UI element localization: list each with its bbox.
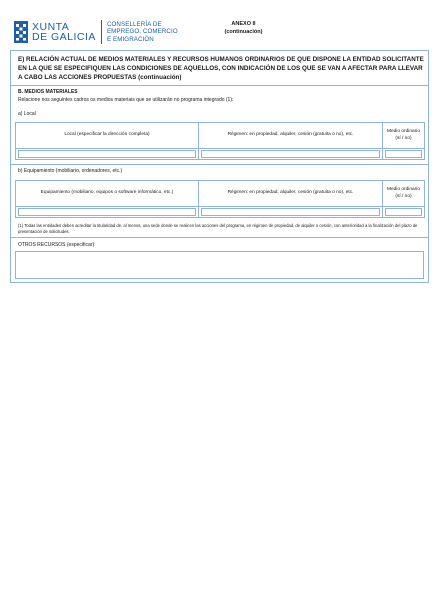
equipment-ordinary-input[interactable]: [385, 208, 422, 216]
section-divider: [11, 85, 428, 86]
local-col-address: Local (especificar la dirección completa): [16, 123, 199, 149]
form-section-frame: [10, 50, 429, 283]
dept-line3: E EMIGRACIÓN: [106, 35, 154, 43]
equipment-label: b) Equipamiento (mobiliario, ordenadores, etc.): [18, 168, 123, 174]
otros-label: OTROS RECURSOS (especificar):: [18, 242, 96, 248]
equipment-col-ordinary: Medio ordinario (sí / no): [383, 181, 425, 207]
footnote: (1) Todas las entidades deben acreditar la titularidad de, al menos, una sede donde se realicen las acciones del programa, en régimen de propiedad, de alquiler o cesión, con anterioridad a la finalización del plazo de presentación de solicitudes.: [18, 223, 418, 235]
dept-line2: EMPREGO, COMERCIO: [106, 28, 178, 36]
local-col-ordinary: Medio ordinario (sí / no): [383, 123, 425, 149]
equipment-col-item: Equipamiento (mobiliario, equipos o software informático, etc.): [16, 181, 199, 207]
local-address-input[interactable]: [18, 150, 196, 158]
equipment-col-regime: Régimen: en propiedad, alquiler, cesión (gratuita o no), etc.: [199, 181, 383, 207]
logo-name-line2: DE GALICIA: [32, 31, 96, 43]
local-label: a) Local: [18, 111, 36, 117]
local-col-regime: Régimen: en propiedad, alquiler, cesión (gratuita o no), etc.: [199, 123, 383, 149]
equipment-regime-input[interactable]: [201, 208, 380, 216]
annex-heading: [0, 21, 439, 36]
logo-name-line1: XUNTA: [32, 20, 70, 33]
intro-text: Relacione nos seguintes cadros os medios materiais que se utilizarán no programa integrado (1):: [18, 97, 234, 103]
footnote-divider: [11, 237, 428, 238]
annex-subtitle: (continuación): [224, 28, 263, 35]
dept-line1: CONSELLERÍA DE: [106, 20, 162, 28]
section-title: E) RELACIÓN ACTUAL DE MEDIOS MATERIALES Y RECURSOS HUMANOS ORDINARIOS DE QUE DISPONE LA ENTIDAD SOLICITANTE EN LA QUE SE ESPECIFIQUEN LAS CONDICIONES DE AQUELLOS, CON INDICACIÓN DE LOS QUE SE VAN A AFECTAR PARA LLEVAR A CABO LAS ACCIONES PROPUESTAS (continuación): [18, 56, 424, 81]
annex-title: ANEXO II: [231, 21, 256, 27]
equipment-item-input[interactable]: [18, 208, 196, 216]
local-divider: [11, 164, 428, 165]
otros-recursos-input[interactable]: [15, 251, 424, 279]
equipment-table: [15, 180, 425, 218]
sub-heading: B. MEDIOS MATERIALES: [18, 89, 78, 95]
local-table: [15, 122, 425, 160]
local-regime-input[interactable]: [201, 150, 380, 158]
local-ordinary-input[interactable]: [385, 150, 422, 158]
